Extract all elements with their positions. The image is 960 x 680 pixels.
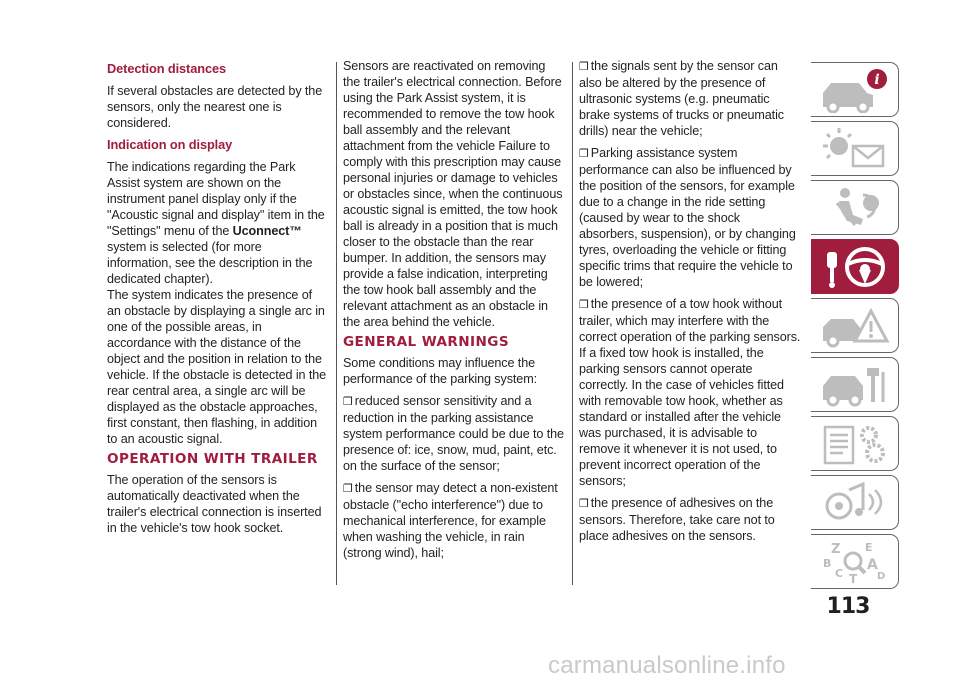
paragraph-general: Some conditions may influence the performance of the parking system: bbox=[343, 356, 537, 386]
bullet-item: ❒ the presence of adhesives on the sensors. Therefore, take care not to place adhesives on the sensors. bbox=[579, 496, 775, 543]
checkbox-bullet-icon: ❒ bbox=[343, 482, 353, 495]
index-letter: D bbox=[877, 571, 886, 582]
key-steering-wheel-icon bbox=[819, 244, 891, 290]
heading-detection-distances: Detection distances bbox=[107, 61, 226, 76]
tab-index[interactable] bbox=[811, 534, 899, 589]
index-letter: A bbox=[867, 557, 878, 573]
tab-knowing-the-car[interactable] bbox=[811, 62, 899, 117]
paragraph-trailer: The operation of the sensors is automatically deactivated when the trailer's electrical connection is inserted in the vehicle's tow hook socket. bbox=[107, 473, 322, 535]
multimedia-icon bbox=[819, 480, 891, 526]
column-divider bbox=[336, 62, 337, 585]
technical-data-icon bbox=[819, 421, 891, 467]
tab-starting-and-driving[interactable] bbox=[811, 239, 899, 294]
checkbox-bullet-icon: ❒ bbox=[579, 298, 589, 311]
bullet-item: ❒ the signals sent by the sensor can also be altered by the presence of ultrasonic systems (e.g. pneumatic brake systems of trucks or pneumatic drills) near the vehicle; bbox=[579, 59, 784, 138]
text-column-3 bbox=[579, 58, 801, 550]
bullet-item: ❒ reduced sensor sensitivity and a reduction in the parking assistance system performance could be due to the presence of: ice, snow, mud, paint, etc. on the surface of the sensor; bbox=[343, 394, 564, 473]
heading-operation-with-trailer: OPERATION WITH TRAILER bbox=[107, 451, 318, 467]
svg-text:i: i bbox=[874, 72, 880, 88]
paragraph-reactivated: Sensors are reactivated on removing the trailer's electrical connection. Before using the Park Assist system, it is recommended to remove the tow hook ball assembly and the relevant attachment from the vehicle Failure to comply with this prescription may cause personal injuries or damage to vehicles or obstacles since, when the continuous acoustic signal is emitted, the tow hook ball is already in a position that is much closer to the obstacle than the rear bumper. In addition, the sensors may provide a false indication, interpreting the tow hook ball assembly and the relevant attachment as an obstacle in the area behind the vehicle. bbox=[343, 59, 563, 329]
heading-indication-on-display: Indication on display bbox=[107, 137, 233, 152]
brand-uconnect: Uconnect™ bbox=[232, 224, 302, 238]
airbag-safety-icon bbox=[819, 185, 891, 231]
bullet-item: ❒ the sensor may detect a non-existent obstacle ("echo interference") due to mechanical interference, for example when washing the vehicle, in rain (strong wind), hail; bbox=[343, 481, 558, 560]
index-letter: E bbox=[865, 541, 873, 554]
index-icon bbox=[819, 539, 891, 585]
bullet-item: ❒ Parking assistance system performance can also be influenced by the position of the sensors, for example due to a change in the ride setting (caused by wear to the shock absorbers, suspension), or by changing tyres, overloading the vehicle or fitting specific trims that require the vehicle to be lowered; bbox=[579, 146, 796, 289]
text-column-2 bbox=[343, 58, 565, 567]
text-column-1 bbox=[107, 58, 329, 542]
index-letter: B bbox=[823, 557, 832, 570]
car-info-icon bbox=[819, 67, 891, 113]
heading-general-warnings: GENERAL WARNINGS bbox=[343, 334, 510, 350]
checkbox-bullet-icon: ❒ bbox=[579, 147, 589, 160]
tab-safety[interactable] bbox=[811, 180, 899, 235]
tab-technical-specifications[interactable] bbox=[811, 416, 899, 471]
tab-multimedia[interactable] bbox=[811, 475, 899, 530]
index-letter: C bbox=[835, 567, 844, 580]
dashboard-lights-icon bbox=[819, 126, 891, 172]
checkbox-bullet-icon: ❒ bbox=[343, 395, 353, 408]
tab-in-an-emergency[interactable] bbox=[811, 298, 899, 353]
car-warning-icon bbox=[819, 303, 891, 349]
checkbox-bullet-icon: ❒ bbox=[579, 497, 589, 510]
paragraph-system-indicates: The system indicates the presence of an obstacle by displaying a single arc in one of the possible areas, in accordance with the distance of the object and the position in relation to the vehicle. If the obstacle is detected in the rear central area, a single arc will be displayed as the obstacle approaches, first constant, then flashing, in addition to an acoustic signal. bbox=[107, 288, 327, 446]
paragraph-indication: The indications regarding the Park Assist system are shown on the instrument panel display only if the "Acoustic signal and display" item in the "Settings" menu of the Uconnect™ system is selected (for more information, see the description in the dedicated chapter). bbox=[107, 160, 325, 286]
bullet-item: ❒ the presence of a tow hook without trailer, which may interfere with the correct operation of the parking sensors. If a fixed tow hook is installed, the parking sensors cannot operate correctly. In the case of vehicles fitted with removable tow hook, whether as standard or installed after the vehicle was purchased, it is advisable to remove it whenever it is not used, to prevent incorrect operation of the sensors; bbox=[579, 297, 801, 488]
paragraph-detection: If several obstacles are detected by the sensors, only the nearest one is considered. bbox=[107, 84, 323, 130]
checkbox-bullet-icon: ❒ bbox=[579, 60, 589, 73]
column-divider bbox=[572, 62, 573, 585]
page-number: 113 bbox=[826, 594, 870, 619]
car-maintenance-icon bbox=[819, 362, 891, 408]
index-letter: T bbox=[849, 572, 858, 585]
index-letter: Z bbox=[831, 542, 841, 557]
tab-dashboard-lights[interactable] bbox=[811, 121, 899, 176]
watermark: carmanualsonline.info bbox=[548, 652, 786, 679]
tab-servicing-and-care[interactable] bbox=[811, 357, 899, 412]
